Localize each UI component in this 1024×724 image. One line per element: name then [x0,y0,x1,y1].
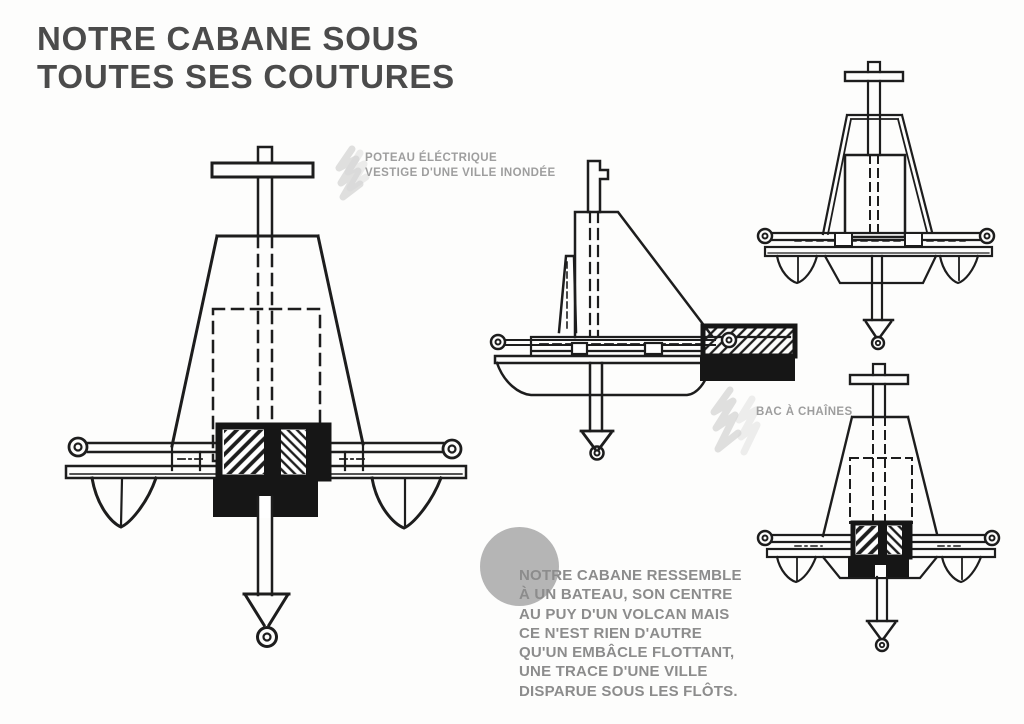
caption-line: NOTRE CABANE RESSEMBLE [519,567,742,584]
caption-line: À UN BATEAU, SON CENTRE [519,586,733,604]
caption-text [519,566,742,701]
page-title-line1: NOTRE CABANE SOUS [37,20,420,57]
drawing-front-view-top-right [758,62,994,349]
annotation-bac-a-chaines [756,405,853,420]
caption-line: UNE TRACE D'UNE VILLE [519,663,708,681]
caption-line: QU'UN EMBÂCLE FLOTTANT, [519,644,735,662]
caption-line: AU PUY D'UN VOLCAN MAIS [519,605,730,623]
drawing-front-view-main [66,147,466,647]
scribble-icon [339,149,366,197]
page-title [37,20,455,96]
page-title-line2: TOUTES SES COUTURES [37,58,455,95]
annotation-poteau-line2: VESTIGE D'UNE VILLE INONDÉE [365,166,556,179]
caption-line: CE N'EST RIEN D'AUTRE [519,624,703,642]
annotation-poteau-electrique [365,151,556,180]
annotation-bac-label: BAC À CHAÎNES [756,406,853,418]
scribble-icon [714,390,757,452]
caption-line: DISPARUE SOUS LES FLÔTS. [519,682,738,700]
annotation-poteau-line1: POTEAU ÉLÉCTRIQUE [365,152,498,164]
